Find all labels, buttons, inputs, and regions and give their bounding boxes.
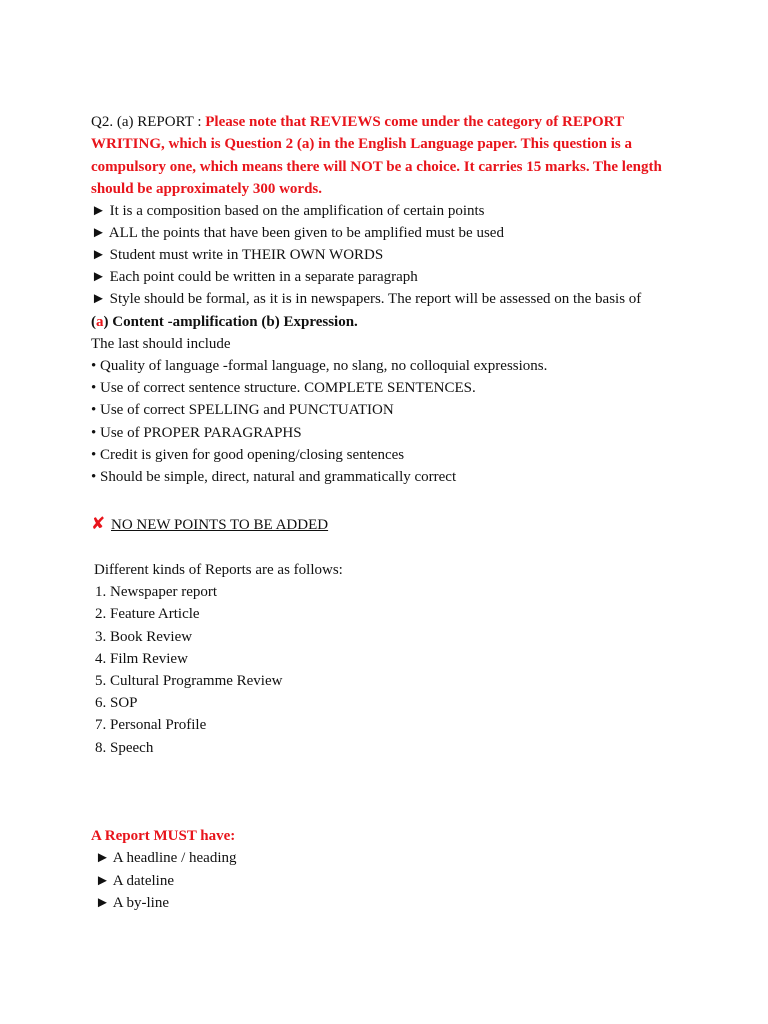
intro-line-1: [91, 111, 624, 133]
must-have-item-1: ► A headline / heading: [95, 850, 237, 866]
kinds-item-2: 2. Feature Article: [95, 606, 200, 622]
dot-point-2: • Use of correct sentence structure. COMPLETE SENTENCES.: [91, 380, 476, 396]
kinds-intro: Different kinds of Reports are as follows:: [94, 562, 343, 578]
kinds-item-5: 5. Cultural Programme Review: [95, 673, 283, 689]
intro-note-line-3: compulsory one, which means there will NOT be a choice. It carries 15 marks. The length: [91, 159, 662, 175]
arrow-point-5: ► Style should be formal, as it is in newspapers. The report will be assessed on the basis of: [91, 291, 642, 307]
warning-text: NO NEW POINTS TO BE ADDED: [111, 517, 329, 533]
kinds-item-1: 1. Newspaper report: [95, 584, 218, 600]
warning-line: [91, 513, 328, 536]
intro-note-line-2: WRITING, which is Question 2 (a) in the English Language paper. This question is a: [91, 136, 632, 152]
dot-point-5: • Credit is given for good opening/closing sentences: [91, 447, 405, 463]
intro-note-line-1: Please note that REVIEWS come under the category of REPORT: [205, 114, 624, 130]
dot-point-1: • Quality of language -formal language, no slang, no colloquial expressions.: [91, 358, 548, 374]
dot-point-6: • Should be simple, direct, natural and grammatically correct: [91, 469, 457, 485]
cross-icon: ✘: [91, 514, 106, 534]
must-have-item-2: ► A dateline: [95, 873, 174, 889]
kinds-item-6: 6. SOP: [95, 695, 138, 711]
question-label: Q2. (a) REPORT :: [91, 114, 202, 130]
last-should-include: The last should include: [91, 336, 231, 352]
dot-point-3: • Use of correct SPELLING and PUNCTUATION: [91, 402, 394, 418]
kinds-item-4: 4. Film Review: [95, 651, 188, 667]
arrow-point-2: ► ALL the points that have been given to be amplified must be used: [91, 225, 504, 241]
criteria-line: [91, 311, 358, 333]
kinds-item-3: 3. Book Review: [95, 629, 193, 645]
must-have-item-3: ► A by-line: [95, 895, 170, 911]
kinds-item-8: 8. Speech: [95, 740, 154, 756]
criteria-prefix: (: [91, 314, 96, 330]
kinds-item-7: 7. Personal Profile: [95, 717, 207, 733]
arrow-point-3: ► Student must write in THEIR OWN WORDS: [91, 247, 384, 263]
dot-point-4: • Use of PROPER PARAGRAPHS: [91, 425, 302, 441]
intro-note-line-4: should be approximately 300 words.: [91, 181, 323, 197]
arrow-point-1: ► It is a composition based on the amplification of certain points: [91, 203, 485, 219]
must-have-heading: A Report MUST have:: [91, 828, 236, 844]
arrow-point-4: ► Each point could be written in a separate paragraph: [91, 269, 418, 285]
criteria-a-letter: a: [96, 314, 104, 330]
criteria-rest: ) Content -amplification (b) Expression.: [103, 314, 358, 330]
